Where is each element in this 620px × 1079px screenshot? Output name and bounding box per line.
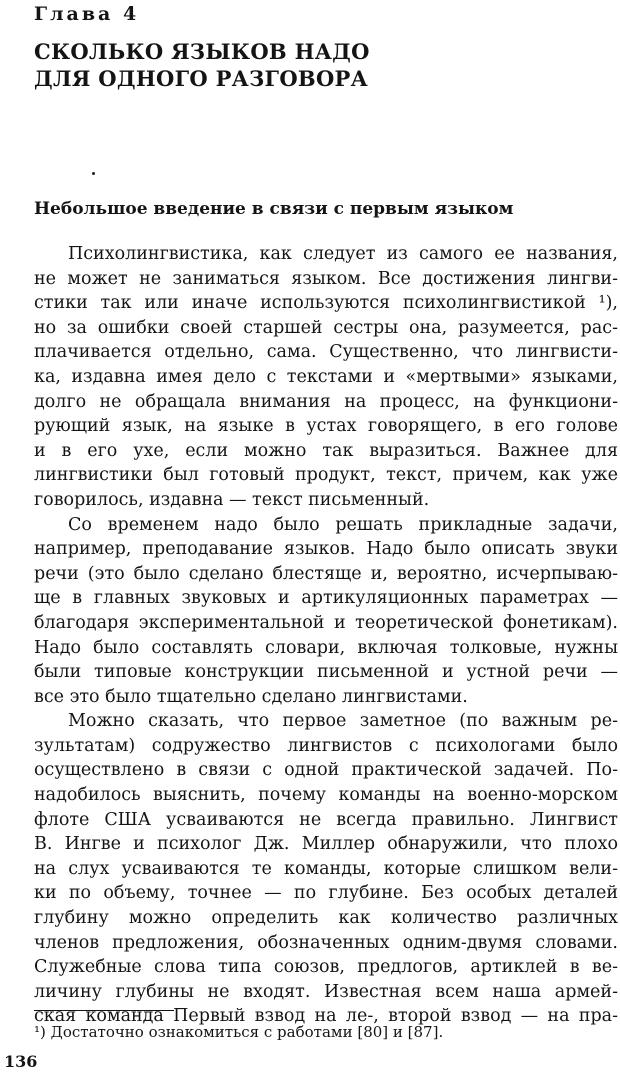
- text-line: говорилось, издавна — текст письменный.: [34, 489, 430, 510]
- page-number: 136: [4, 1052, 38, 1071]
- print-speck: [92, 172, 95, 175]
- paragraph-1: [34, 242, 618, 513]
- paragraph-3: [34, 709, 618, 1029]
- text-line: Служебные слова типа союзов, предлогов, артиклей в ве-: [34, 957, 618, 978]
- chapter-title: [34, 38, 370, 92]
- text-line: рующий язык, на языке в устах говорящего, в его голове: [34, 416, 618, 437]
- text-line: не может не заниматься языком. Все достижения лингви-: [34, 268, 618, 289]
- footnote-marker: ¹): [34, 1023, 46, 1041]
- body-text: [34, 242, 618, 1029]
- text-line: зультатам) содружество лингвистов с психологами было: [34, 735, 618, 756]
- chapter-label: Глава 4: [34, 3, 140, 25]
- text-line: Со временем надо было решать прикладные задачи,: [68, 514, 618, 535]
- text-line: глубину можно определить как количество различных: [34, 908, 618, 929]
- text-line: ская команда Первый взвод на ле-, второй взвод — на пра-: [34, 1006, 618, 1027]
- text-line: все это было тщательно сделано лингвистами.: [34, 686, 468, 707]
- text-line: личину глубины не входят. Известная всем наша армей-: [34, 981, 618, 1002]
- text-line: долго не обращала внимания на процесс, на функциони-: [34, 391, 618, 412]
- chapter-title-line: ДЛЯ ОДНОГО РАЗГОВОРА: [34, 66, 369, 91]
- text-line: стики так или иначе используются психолингвистикой ¹),: [34, 293, 618, 314]
- text-line: надобилось выяснить, почему команды на военно-морском: [34, 785, 618, 806]
- text-line: В. Ингве и психолог Дж. Миллер обнаружили, что плохо: [34, 834, 618, 855]
- text-line: плачивается отдельно, сама. Существенно, что лингвисти-: [34, 342, 618, 363]
- text-line: на слух усваиваются те команды, которые слишком вели-: [34, 858, 618, 879]
- text-line: были типовые конструкции письменной и устной речи —: [34, 662, 618, 683]
- text-line: лингвистики был готовый продукт, текст, причем, как уже: [34, 465, 618, 486]
- text-line: Надо было составлять словари, включая толковые, нужны: [34, 637, 618, 658]
- section-heading: Небольшое введение в связи с первым языком: [34, 199, 514, 219]
- text-line: флоте США усваиваются не всегда правильно. Лингвист: [34, 809, 618, 830]
- text-line: членов предложения, обозначенных одним-двумя словами.: [34, 932, 618, 953]
- chapter-title-line: СКОЛЬКО ЯЗЫКОВ НАДО: [34, 39, 370, 64]
- footnote: [34, 1022, 443, 1042]
- text-line: ще в главных звуковых и артикуляционных параметрах —: [34, 588, 618, 609]
- text-line: например, преподавание языков. Надо было описать звуки: [34, 539, 618, 560]
- text-line: но за ошибки своей старшей сестры она, разумеется, рас-: [34, 317, 618, 338]
- footnote-text: Достаточно ознакомиться с работами [80] и [87].: [50, 1023, 444, 1041]
- text-line: благодаря экспериментальной и теоретической фонетикам).: [34, 612, 618, 633]
- text-line: Психолингвистика, как следует из самого ее названия,: [68, 244, 618, 264]
- text-line: осуществлено в связи с одной практической задачей. По-: [34, 760, 618, 781]
- text-line: и в его ухе, если можно так выразиться. Важнее для: [34, 440, 618, 461]
- paragraph-2: [34, 513, 618, 710]
- footnote-divider: [34, 1010, 174, 1011]
- text-line: Можно сказать, что первое заметное (по важным ре-: [68, 711, 618, 732]
- text-line: речи (это было сделано блестяще и, вероятно, исчерпываю-: [34, 563, 618, 584]
- text-line: ки по объему, точнее — по глубине. Без особых деталей: [34, 883, 618, 904]
- text-line: ка, издавна имея дело с текстами и «мертвыми» языками,: [34, 366, 618, 387]
